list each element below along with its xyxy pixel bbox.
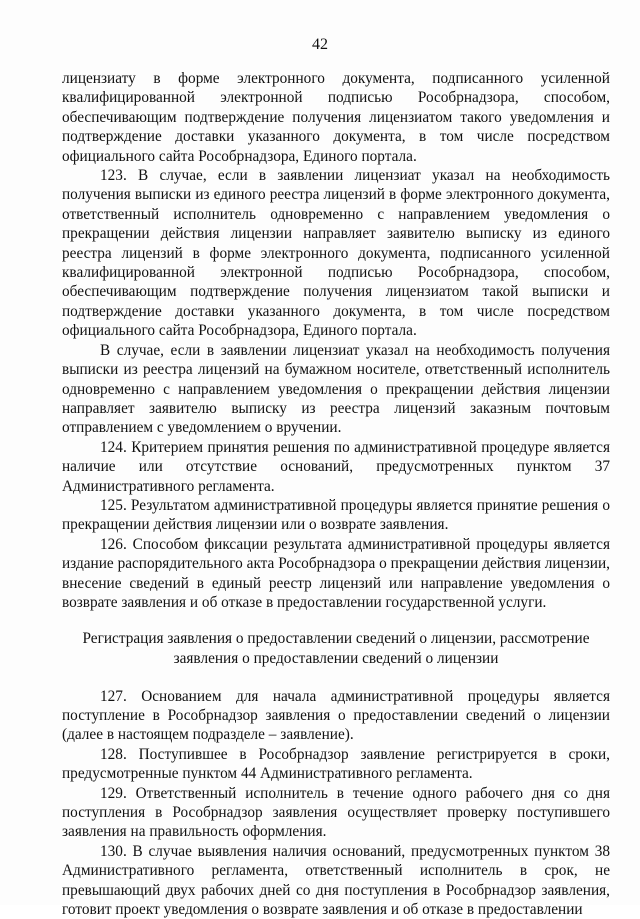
section-heading: Регистрация заявления о предоставлении сведений о лицензии, рассмотрение заявления о предоставлении сведений о лицензии <box>82 630 590 667</box>
paragraph-124: 124. Критерием принятия решения по административной процедуре является наличие или отсутствие оснований, предусмотренных пунктом 37 Административного регламента. <box>62 438 610 495</box>
paragraph-128: 128. Поступившее в Рособрнадзор заявление регистрируется в сроки, предусмотренные пунктом 44 Административного регламента. <box>62 745 610 783</box>
paragraph-123: 123. В случае, если в заявлении лицензиат указал на необходимость получения выписки из единого реестра лицензий в форме электронного документа, ответственный исполнитель одновременно с направлением уведомления о прекращении действия лицензии направляет заявителю выписку из единого реестра лицензий в форме электронного документа, подписанного усиленной квалифицированной электронной подписью Рособрнадзора, способом, обеспечивающим подтверждение получения лицензиатом такой выписки и подтверждение доставки указанного документа, в том числе посредством официального сайта Рособрнадзора, Единого портала. <box>62 167 610 340</box>
paragraph-126: 126. Способом фиксации результата административной процедуры является издание распорядительного акта Рособрнадзора о прекращении действия лицензии, внесение сведений в единый реестр лицензий или направление уведомления о возврате заявления и об отказе в предоставлении государственной услуги. <box>62 535 610 611</box>
document-body <box>62 69 610 919</box>
paragraph-129: 129. Ответственный исполнитель в течение одного рабочего дня со дня поступления в Рособрнадзор заявления осуществляет проверку поступившего заявления на правильность оформления. <box>62 784 610 841</box>
paragraph-continuation: лицензиату в форме электронного документа, подписанного усиленной квалифицированной электронной подписью Рособрнадзора, способом, обеспечивающим подтверждение получения лицензиатом такого уведомления и подтверждение доставки указанного документа, в том числе посредством официального сайта Рособрнадзора, Единого портала. <box>62 70 610 165</box>
page-number: 42 <box>312 36 328 53</box>
paragraph-127: 127. Основанием для начала административной процедуры является поступление в Рособрнадзор заявления о предоставлении сведений о лицензии (далее в настоящем подразделе – заявление). <box>62 687 610 744</box>
paragraph-130: 130. В случае выявления наличия оснований, предусмотренных пунктом 38 Административного регламента, ответственный исполнитель в срок, не превышающий двух рабочих дней со дня поступления в Рособрнадзор заявления, готовит проект уведомления о возврате заявления и об отказе в предоставлении <box>62 842 610 919</box>
paragraph-123-paper: В случае, если в заявлении лицензиат указал на необходимость получения выписки из реестра лицензий на бумажном носителе, ответственный исполнитель одновременно с направлением уведомления о прекращении действия лицензии направляет заявителю выписку из реестра лицензий заказным почтовым отправлением с уведомлением о вручении. <box>62 341 610 437</box>
paragraph-125: 125. Результатом административной процедуры является принятие решения о прекращении действия лицензии или о возврате заявления. <box>62 496 610 534</box>
